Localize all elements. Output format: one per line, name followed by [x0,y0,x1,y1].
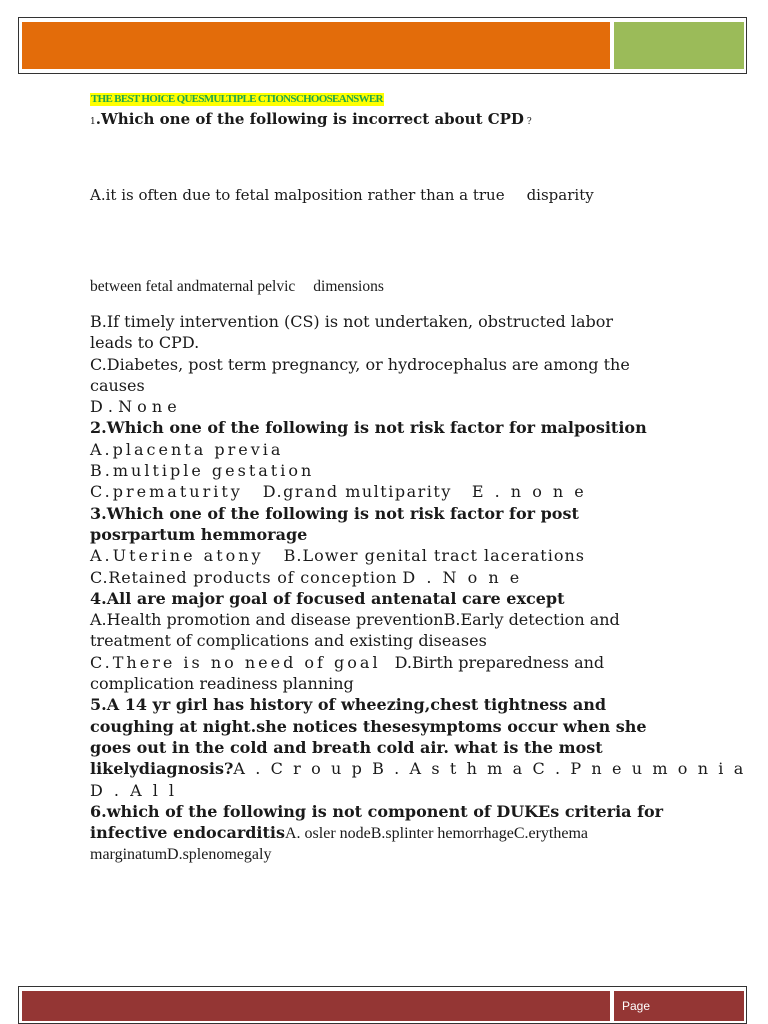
q4-option-c: C.There is no need of goal [90,652,381,672]
question-5-cont3 [90,758,746,779]
q1-option-c: C.Diabetes, post term pregnancy, or hydrocephalus are among the [90,354,630,374]
q3-option-d: D . N o n e [402,567,523,587]
q1-option-a-text2: disparity [526,186,594,204]
q1-option-a-text4: dimensions [313,278,384,295]
q1-option-d: D . N o n e [90,397,177,417]
question-5-text4: likelydiagnosis? [90,759,234,779]
q2-option-b: B.multiple gestation [90,461,315,481]
question-3-cont: posrpartum hemmorage [90,524,308,544]
q3-options-ab [90,545,655,566]
question-1 [90,109,532,132]
q1-option-b-cont: leads to CPD. [90,333,200,353]
question-6: 6.which of the following is not component of DUKEs criteria for [90,801,664,821]
q4-options-cd [90,652,655,673]
page-label: Page [614,991,744,1021]
question-list [90,311,746,866]
q1-option-c-cont: causes [90,375,145,395]
q6-options-cont: marginatumD.splenomegaly [90,846,272,864]
q6-options: A. osler nodeB.splinter hemorrhageC.erythema [284,825,589,843]
highlighted-heading: THE BEST HOICE QUESMULTIPLE CTIONSCHOOSEANSWER [91,93,383,105]
q4-option-d-cont: complication readiness planning [90,674,354,694]
question-1-number: 1 [90,117,96,127]
question-4: 4.All are major goal of focused antenatal care except [90,588,565,608]
q4-options-ab: A.Health promotion and disease preventionB.Early detection and [90,610,620,630]
q1-option-a-text1: A.it is often due to fetal malposition rather than a true [90,186,505,204]
q3-option-c: C.Retained products of conception [90,567,398,587]
q5-option-d: D . A l l [90,780,178,800]
question-5: 5.A 14 yr girl has history of wheezing,chest tightness and [90,695,607,715]
q2-option-cde [90,481,655,502]
question-5-cont2: goes out in the cold and breath cold air. what is the most [90,737,603,757]
question-3: 3.Which one of the following is not risk factor for post [90,503,579,523]
header-accent-block [614,22,744,69]
q4-option-d: D.Birth preparedness and [394,652,605,672]
q3-options-cd [90,567,655,588]
q5-options: A . C r o u p B . A s t h m a C . P n e u m o n i a [233,759,746,779]
q2-option-c: C.prematurity [90,482,243,502]
q1-option-a-line2 [90,278,384,296]
header-bar [22,22,610,69]
q1-option-a-text3: between fetal andmaternal pelvic [90,278,296,295]
question-6-text2: infective endocarditis [90,823,285,843]
q1-option-b: B.If timely intervention (CS) is not undertaken, obstructed labor [90,312,614,331]
question-5-cont1: coughing at night.she notices thesesymptoms occur when she [90,716,647,736]
question-1-mark: ? [523,117,532,127]
q3-option-a: A.Uterine atony [90,546,264,566]
q1-option-a-line1 [90,186,594,204]
footer-bar [22,991,610,1021]
question-6-cont [90,822,655,844]
q4-options-ab-cont: treatment of complications and existing diseases [90,631,487,651]
q2-option-a: A.placenta previa [90,439,284,459]
q2-option-d: D.grand multiparity [262,482,452,502]
q2-option-e: E . n o n e [471,482,587,502]
question-2: 2.Which one of the following is not risk factor for malposition [90,418,647,438]
q3-option-b: B.Lower genital tract lacerations [283,546,585,566]
question-1-text: .Which one of the following is incorrect about CPD [95,110,524,128]
